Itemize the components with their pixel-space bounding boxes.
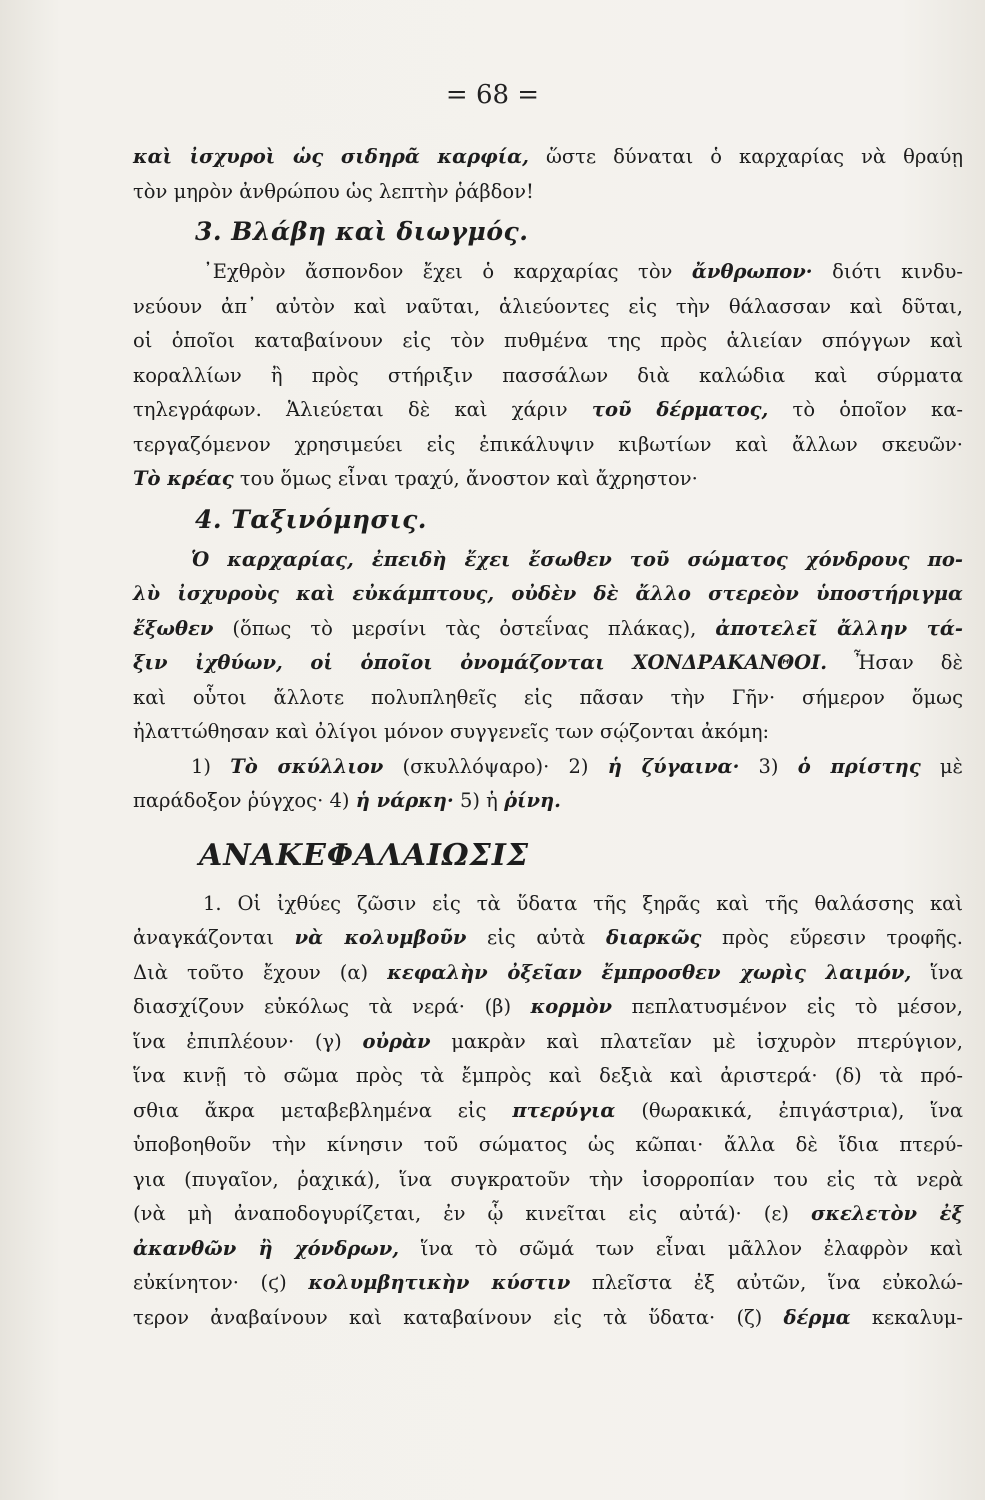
text-line <box>133 140 963 175</box>
body-text: ἵνα κινῇ τὸ σῶμα πρὸς τὰ ἔμπρὸς καὶ δεξιὰ καὶ ἀριστερά· (δ) τὰ πρό- <box>133 1064 963 1087</box>
text-line <box>133 1025 963 1060</box>
emphasis-text: ῥίνη. <box>504 789 561 812</box>
text-line <box>133 956 963 991</box>
emphasis-text: ἀκανθῶν ἢ χόνδρων, <box>133 1236 400 1260</box>
body-text: 1) <box>191 754 231 778</box>
body-text: του ὅμως εἶναι τραχύ, ἄνοστον καὶ ἄχρηστον· <box>233 467 698 490</box>
text-line <box>133 290 963 325</box>
emphasis-text: ὁ πρίστης <box>797 754 921 778</box>
body-text: ἵνα τὸ σῶμά των εἶναι μᾶλλον ἐλαφρὸν καὶ <box>399 1236 963 1260</box>
text-line <box>133 784 963 819</box>
body-text: τὸν μηρὸν ἀνθρώπου ὡς λεπτὴν ῥάβδον! <box>133 179 534 203</box>
body-text: παράδοξον ῥύγχος· 4) <box>133 789 356 812</box>
emphasis-text: Ὁ καρχαρίας, ἐπειδὴ ἔχει ἔσωθεν τοῦ σώματος χόνδρους πο- <box>191 547 963 571</box>
emphasis-text: ἔξωθεν <box>133 616 214 640</box>
body-text: ἵνα ἐπιπλέουν· (γ) <box>133 1029 363 1053</box>
emphasis-text: Τὸ κρέας <box>133 467 234 490</box>
body-text: οἱ ὁποῖοι καταβαίνουν εἰς τὸν πυθμένα της πρὸς ἁλιείαν σπόγγων καὶ <box>133 329 963 352</box>
body-text: μακρὰν καὶ πλατεῖαν μὲ ἰσχυρὸν πτερύγιον, <box>430 1029 963 1053</box>
text-line <box>133 324 963 359</box>
text-line <box>133 1059 963 1094</box>
emphasis-text: καὶ ἰσχυροὶ ὡς σιδηρᾶ καρφία, <box>133 145 529 168</box>
body-text: ἵνα <box>911 960 963 984</box>
emphasis-text: πτερύγια <box>512 1098 616 1122</box>
text-line <box>133 543 963 578</box>
text-line <box>133 681 963 716</box>
body-text: πρὸς εὕρεσιν τροφῆς. <box>701 926 963 949</box>
body-text: ἠλαττώθησαν καὶ ὀλίγοι μόνον συγγενεῖς των σῴζονται ἀκόμη: <box>133 720 770 743</box>
body-text: τηλεγράφων. Ἁλιεύεται δὲ καὶ χάριν <box>133 398 592 421</box>
page-body <box>133 140 963 1335</box>
body-text: (θωρακικά, ἐπιγάστρια), ἵνα <box>615 1098 963 1122</box>
text-line <box>133 887 963 922</box>
text-line <box>133 393 963 428</box>
text-line <box>133 990 963 1025</box>
body-text: (νὰ μὴ ἀναποδογυρίζεται, ἐν ᾧ κινεῖται εἰς αὐτά)· (ε) <box>133 1202 811 1225</box>
emphasis-text: κορμὸν <box>530 995 613 1018</box>
body-text: Διὰ τοῦτο ἔχουν (α) <box>133 960 388 984</box>
section-3-heading: 3. Βλάβη καὶ διωγμός. <box>195 217 529 246</box>
text-line <box>133 1128 963 1163</box>
text-line <box>133 359 963 394</box>
emphasis-text: διαρκῶς <box>605 926 702 949</box>
text-line <box>133 175 963 210</box>
body-text: τὸ ὁποῖον κα- <box>768 398 964 421</box>
body-text: 5) ἡ <box>453 789 505 812</box>
section-4-heading: 4. Ταξινόμησις. <box>195 504 427 534</box>
text-line <box>133 428 963 463</box>
emphasis-text: ἄνθρωπον· <box>691 260 813 283</box>
emphasis-text: ξιν ἰχθύων, οἱ ὁποῖοι ὀνομάζονται ΧΟΝΔΡΑΚΑΝΘΟΙ. <box>133 651 827 674</box>
body-text: ὥστε δύναται ὁ καρχαρίας νὰ θραύῃ <box>528 145 964 168</box>
paragraph-intro <box>133 140 963 209</box>
text-line <box>133 750 963 785</box>
summary-heading: ΑΝΑΚΕΦΑΛΑΙΩΣΙΣ <box>199 837 530 873</box>
text-line <box>133 1266 963 1301</box>
body-text: για (πυγαῖον, ῥαχικά), ἵνα συγκρατοῦν τὴν ἰσορροπίαν του εἰς τὰ νερὰ <box>133 1167 963 1191</box>
body-text: τεργαζόμενον χρησιμεύει εἰς ἐπικάλυψιν κιβωτίων καὶ ἄλλων σκευῶν· <box>133 432 963 456</box>
body-text: Ἦσαν δὲ <box>827 651 963 674</box>
text-line <box>133 577 963 612</box>
emphasis-text: οὐρὰν <box>362 1029 431 1053</box>
body-text: πλεῖστα ἐξ αὐτῶν, ἵνα εὐκολώ- <box>570 1271 963 1294</box>
text-line <box>133 715 963 750</box>
body-text: κοραλλίων ἢ πρὸς στήριξιν πασσάλων διὰ καλώδια καὶ σύρματα <box>133 363 963 387</box>
text-line <box>133 255 963 290</box>
text-line <box>133 612 963 647</box>
emphasis-text: ἡ ζύγαινα· <box>607 754 740 778</box>
text-line <box>133 921 963 956</box>
emphasis-text: δέρμα <box>783 1305 851 1329</box>
emphasis-text: σκελετὸν ἐξ <box>811 1202 963 1225</box>
text-line <box>133 462 963 497</box>
emphasis-text: Τὸ σκύλλιον <box>230 754 384 778</box>
body-text: κεκαλυμ- <box>850 1305 963 1329</box>
emphasis-text: νὰ κολυμβοῦν <box>294 926 467 949</box>
body-text: νεύουν ἀπ᾿ αὐτὸν καὶ ναῦται, ἁλιεύοντες εἰς τὴν θάλασσαν καὶ δῦται, <box>133 294 963 318</box>
body-text: σθια ἄκρα μεταβεβλημένα εἰς <box>133 1098 513 1122</box>
text-line <box>133 646 963 681</box>
body-text: (σκυλλόψαρο)· 2) <box>383 754 608 778</box>
paragraph-section-4 <box>133 543 963 819</box>
text-line <box>133 1301 963 1336</box>
body-text: τερον ἀναβαίνουν καὶ καταβαίνουν εἰς τὰ ὕδατα· (ζ) <box>133 1305 784 1329</box>
text-line <box>133 1163 963 1198</box>
body-text: διασχίζουν εὐκόλως τὰ νερά· (β) <box>133 995 531 1018</box>
body-text: καὶ οὗτοι ἄλλοτε πολυπληθεῖς εἰς πᾶσαν τὴν Γῆν· σήμερον ὅμως <box>133 685 963 709</box>
body-text: ἀναγκάζονται <box>133 926 295 949</box>
emphasis-text: τοῦ δέρματος, <box>591 398 769 421</box>
body-text: πεπλατυσμένον εἰς τὸ μέσον, <box>612 995 963 1018</box>
body-text: (ὅπως τὸ μερσίνι τὰς ὀστεΐνας πλάκας), <box>213 616 716 640</box>
emphasis-text: λὺ ἰσχυροὺς καὶ εὐκάμπτους, οὐδὲν δὲ ἄλλο στερεὸν ὑποστήριγμα <box>133 582 963 605</box>
paragraph-section-3 <box>133 255 963 497</box>
text-line <box>133 1197 963 1232</box>
text-line <box>133 1094 963 1129</box>
page-number: = 68 = <box>445 80 540 110</box>
body-text: 3) <box>739 754 798 778</box>
paragraph-summary <box>133 887 963 1336</box>
text-line <box>133 1232 963 1267</box>
body-text: μὲ <box>920 754 964 778</box>
emphasis-text: κεφαλὴν ὀξεῖαν ἔμπροσθεν χωρὶς λαιμόν, <box>387 960 912 984</box>
body-text: εὐκίνητον· (ϛ) <box>133 1271 309 1294</box>
emphasis-text: κολυμβητικὴν κύστιν <box>308 1271 571 1294</box>
emphasis-text: ἡ νάρκη· <box>355 789 454 812</box>
body-text: 1. Οἱ ἰχθύες ζῶσιν εἰς τὰ ὕδατα τῆς ξηρᾶς καὶ τῆς θαλάσσης καὶ <box>203 891 963 915</box>
emphasis-text: ἀποτελεῖ ἄλλην τά- <box>715 616 963 640</box>
body-text: ὑποβοηθοῦν τὴν κίνησιν τοῦ σώματος ὡς κῶπαι· ἄλλα δὲ ἴδια πτερύ- <box>133 1133 963 1156</box>
body-text: εἰς αὐτὰ <box>466 926 606 949</box>
body-text: ᾿Εχθρὸν ἄσπονδον ἔχει ὁ καρχαρίας τὸν <box>203 260 692 283</box>
body-text: διότι κινδυ- <box>812 260 963 283</box>
